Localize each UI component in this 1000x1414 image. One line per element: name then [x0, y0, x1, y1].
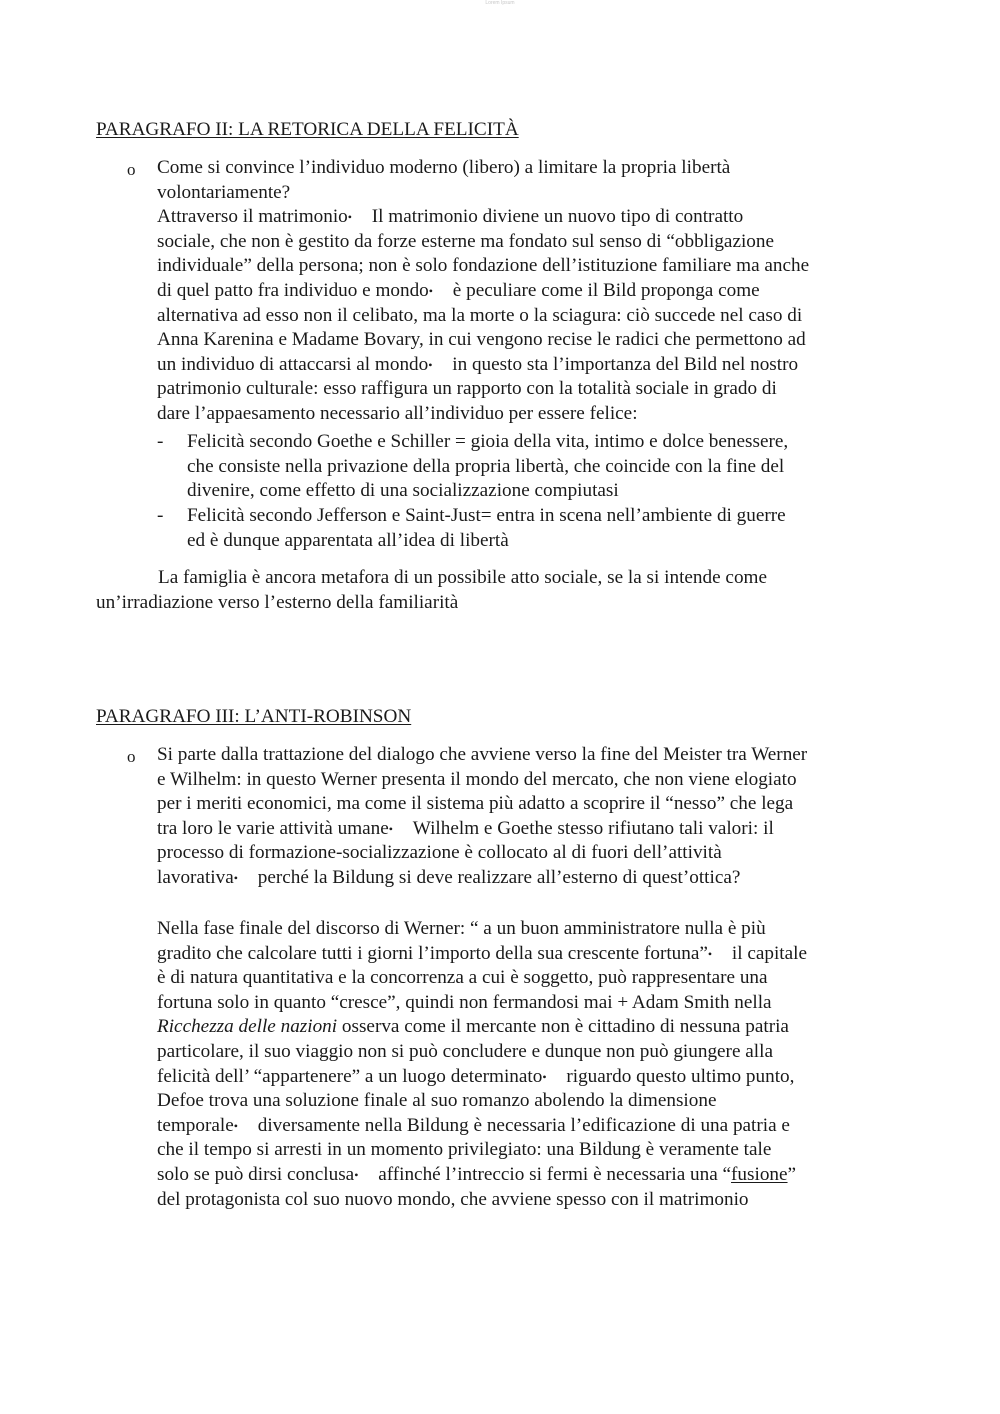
- text-line: [157, 1114, 917, 1139]
- text-run: ”: [787, 1163, 797, 1185]
- text-line: alternativa ad esso non il celibato, ma la morte o la sciagura: ciò succede nel caso di: [157, 304, 803, 326]
- arrow-icon: •: [347, 210, 352, 225]
- text-line: [157, 942, 917, 967]
- text-run: Wilhelm e Goethe stesso rifiutano tali valori: il: [412, 817, 774, 839]
- text-line: sociale, che non è gestito da forze esterne ma fondato sul senso di “obbligazione: [157, 230, 774, 252]
- text-line: [157, 1163, 917, 1188]
- text-run: Il matrimonio diviene un nuovo tipo di contratto: [371, 206, 744, 228]
- text-line: Defoe trova una soluzione finale al suo romanzo abolendo la dimensione: [157, 1090, 717, 1112]
- text-run: perché la Bildung si deve realizzare all’esterno di quest’ottica?: [257, 866, 741, 888]
- text-line: Anna Karenina e Madame Bovary, in cui vengono recise le radici che permettono ad: [157, 329, 806, 351]
- text-line: processo di formazione-socializzazione è collocato al di fuori dell’attività: [157, 842, 722, 864]
- text-line: Come si convince l’individuo moderno (libero) a limitare la propria libertà: [157, 157, 731, 178]
- text-line: individuale” della persona; non è solo fondazione dell’istituzione familiare ma anche: [157, 255, 810, 277]
- bullet-marker: o: [127, 160, 136, 179]
- text-line: Felicità secondo Jefferson e Saint-Just= entra in scena nell’ambiente di guerre: [187, 505, 786, 526]
- section-2-body: [157, 156, 917, 427]
- watermark: Lorem Ipsum: [485, 0, 515, 6]
- bullet-marker: o: [127, 747, 136, 766]
- text-run: diversamente nella Bildung è necessaria l’edificazione di una patria e: [257, 1114, 790, 1136]
- text-line: ed è dunque apparentata all’idea di libertà: [187, 529, 509, 551]
- text-line: [157, 866, 917, 891]
- arrow-icon: •: [542, 1069, 547, 1084]
- section-heading: PARAGRAFO III: L’ANTI-ROBINSON: [96, 706, 412, 727]
- arrow-icon: •: [388, 821, 393, 836]
- text-line: fortuna solo in quanto “cresce”, quindi non fermandosi mai + Adam Smith nella: [157, 991, 772, 1013]
- text-line: che il tempo si arresti in un momento privilegiato: una Bildung è veramente tale: [157, 1139, 772, 1161]
- text-run: è peculiare come il Bild proponga come: [452, 279, 760, 301]
- text-run: affinché l’intreccio si fermi è necessaria una “: [378, 1163, 732, 1185]
- text-line: patrimonio culturale: esso raffigura un rapporto con la totalità sociale in grado di: [157, 378, 777, 400]
- text-line: che consiste nella privazione della propria libertà, che coincide con la fine del: [187, 455, 785, 477]
- arrow-icon: •: [354, 1167, 359, 1182]
- text-run: il capitale: [731, 942, 808, 964]
- text-line: dare l’appaesamento necessario all’individuo per essere felice:: [157, 402, 638, 424]
- text-run: osserva come il mercante non è cittadino di nessuna patria: [337, 1016, 789, 1038]
- text-line: [157, 205, 917, 230]
- book-title: Ricchezza delle nazioni: [157, 1016, 338, 1038]
- text-run: Attraverso il matrimonio: [157, 206, 348, 228]
- text-run: un individuo di attaccarsi al mondo: [157, 353, 429, 375]
- text-line: [157, 817, 917, 842]
- text-run: solo se può dirsi conclusa: [157, 1163, 355, 1185]
- text-line: Nella fase finale del discorso di Werner: “ a un buon amministratore nulla è più: [157, 918, 766, 939]
- text-line: [157, 1015, 917, 1040]
- text-line: è di natura quantitativa e la concorrenza a cui è soggetto, può rappresentare una: [157, 967, 768, 989]
- text-run: in questo sta l’importanza del Bild nel nostro: [452, 353, 799, 375]
- arrow-icon: •: [233, 1118, 238, 1133]
- text-line: divenire, come effetto di una socializzazione compiutasi: [187, 480, 619, 502]
- text-run: temporale: [157, 1114, 234, 1136]
- text-run: lavorativa: [157, 866, 234, 888]
- list-item-text: [187, 430, 917, 504]
- dash-marker: -: [157, 505, 164, 526]
- arrow-icon: •: [428, 357, 433, 372]
- section-heading: PARAGRAFO II: LA RETORICA DELLA FELICITÀ: [96, 119, 519, 140]
- text-line: [157, 353, 917, 378]
- closing-paragraph: [96, 566, 916, 615]
- text-line: volontariamente?: [157, 181, 291, 203]
- section-3-para-2: [157, 917, 917, 1212]
- text-run: tra loro le varie attività umane: [157, 817, 389, 839]
- text-run: gradito che calcolare tutti i giorni l’importo della sua crescente fortuna”: [157, 942, 708, 964]
- list-item-text: [187, 504, 917, 553]
- arrow-icon: •: [707, 946, 713, 961]
- text-line: Felicità secondo Goethe e Schiller = gioia della vita, intimo e dolce benessere,: [187, 431, 789, 452]
- text-line: un’irradiazione verso l’esterno della familiarità: [96, 591, 459, 613]
- arrow-icon: •: [233, 870, 238, 885]
- underlined-word: fusione: [731, 1163, 788, 1185]
- text-run: riguardo questo ultimo punto,: [566, 1065, 795, 1087]
- text-line: [157, 279, 917, 304]
- text-line: La famiglia è ancora metafora di un possibile atto sociale, se la si intende come: [158, 567, 767, 588]
- text-line: e Wilhelm: in questo Werner presenta il mondo del mercato, che non viene elogiato: [157, 768, 797, 790]
- text-line: [157, 1065, 917, 1090]
- dash-marker: -: [157, 431, 164, 452]
- text-line: per i meriti economici, ma come il sistema più adatto a scoprire il “nesso” che lega: [157, 793, 794, 815]
- section-3-para-1: [157, 743, 917, 891]
- text-line: particolare, il suo viaggio non si può concludere e dunque non può giungere alla: [157, 1040, 773, 1062]
- arrow-icon: •: [428, 283, 433, 298]
- text-run: di quel patto fra individuo e mondo: [157, 279, 429, 301]
- text-line: Si parte dalla trattazione del dialogo che avviene verso la fine del Meister tra Werner: [157, 744, 808, 765]
- text-line: del protagonista col suo nuovo mondo, che avviene spesso con il matrimonio: [157, 1188, 749, 1210]
- text-run: felicità dell’ “appartenere” a un luogo determinato: [157, 1065, 543, 1087]
